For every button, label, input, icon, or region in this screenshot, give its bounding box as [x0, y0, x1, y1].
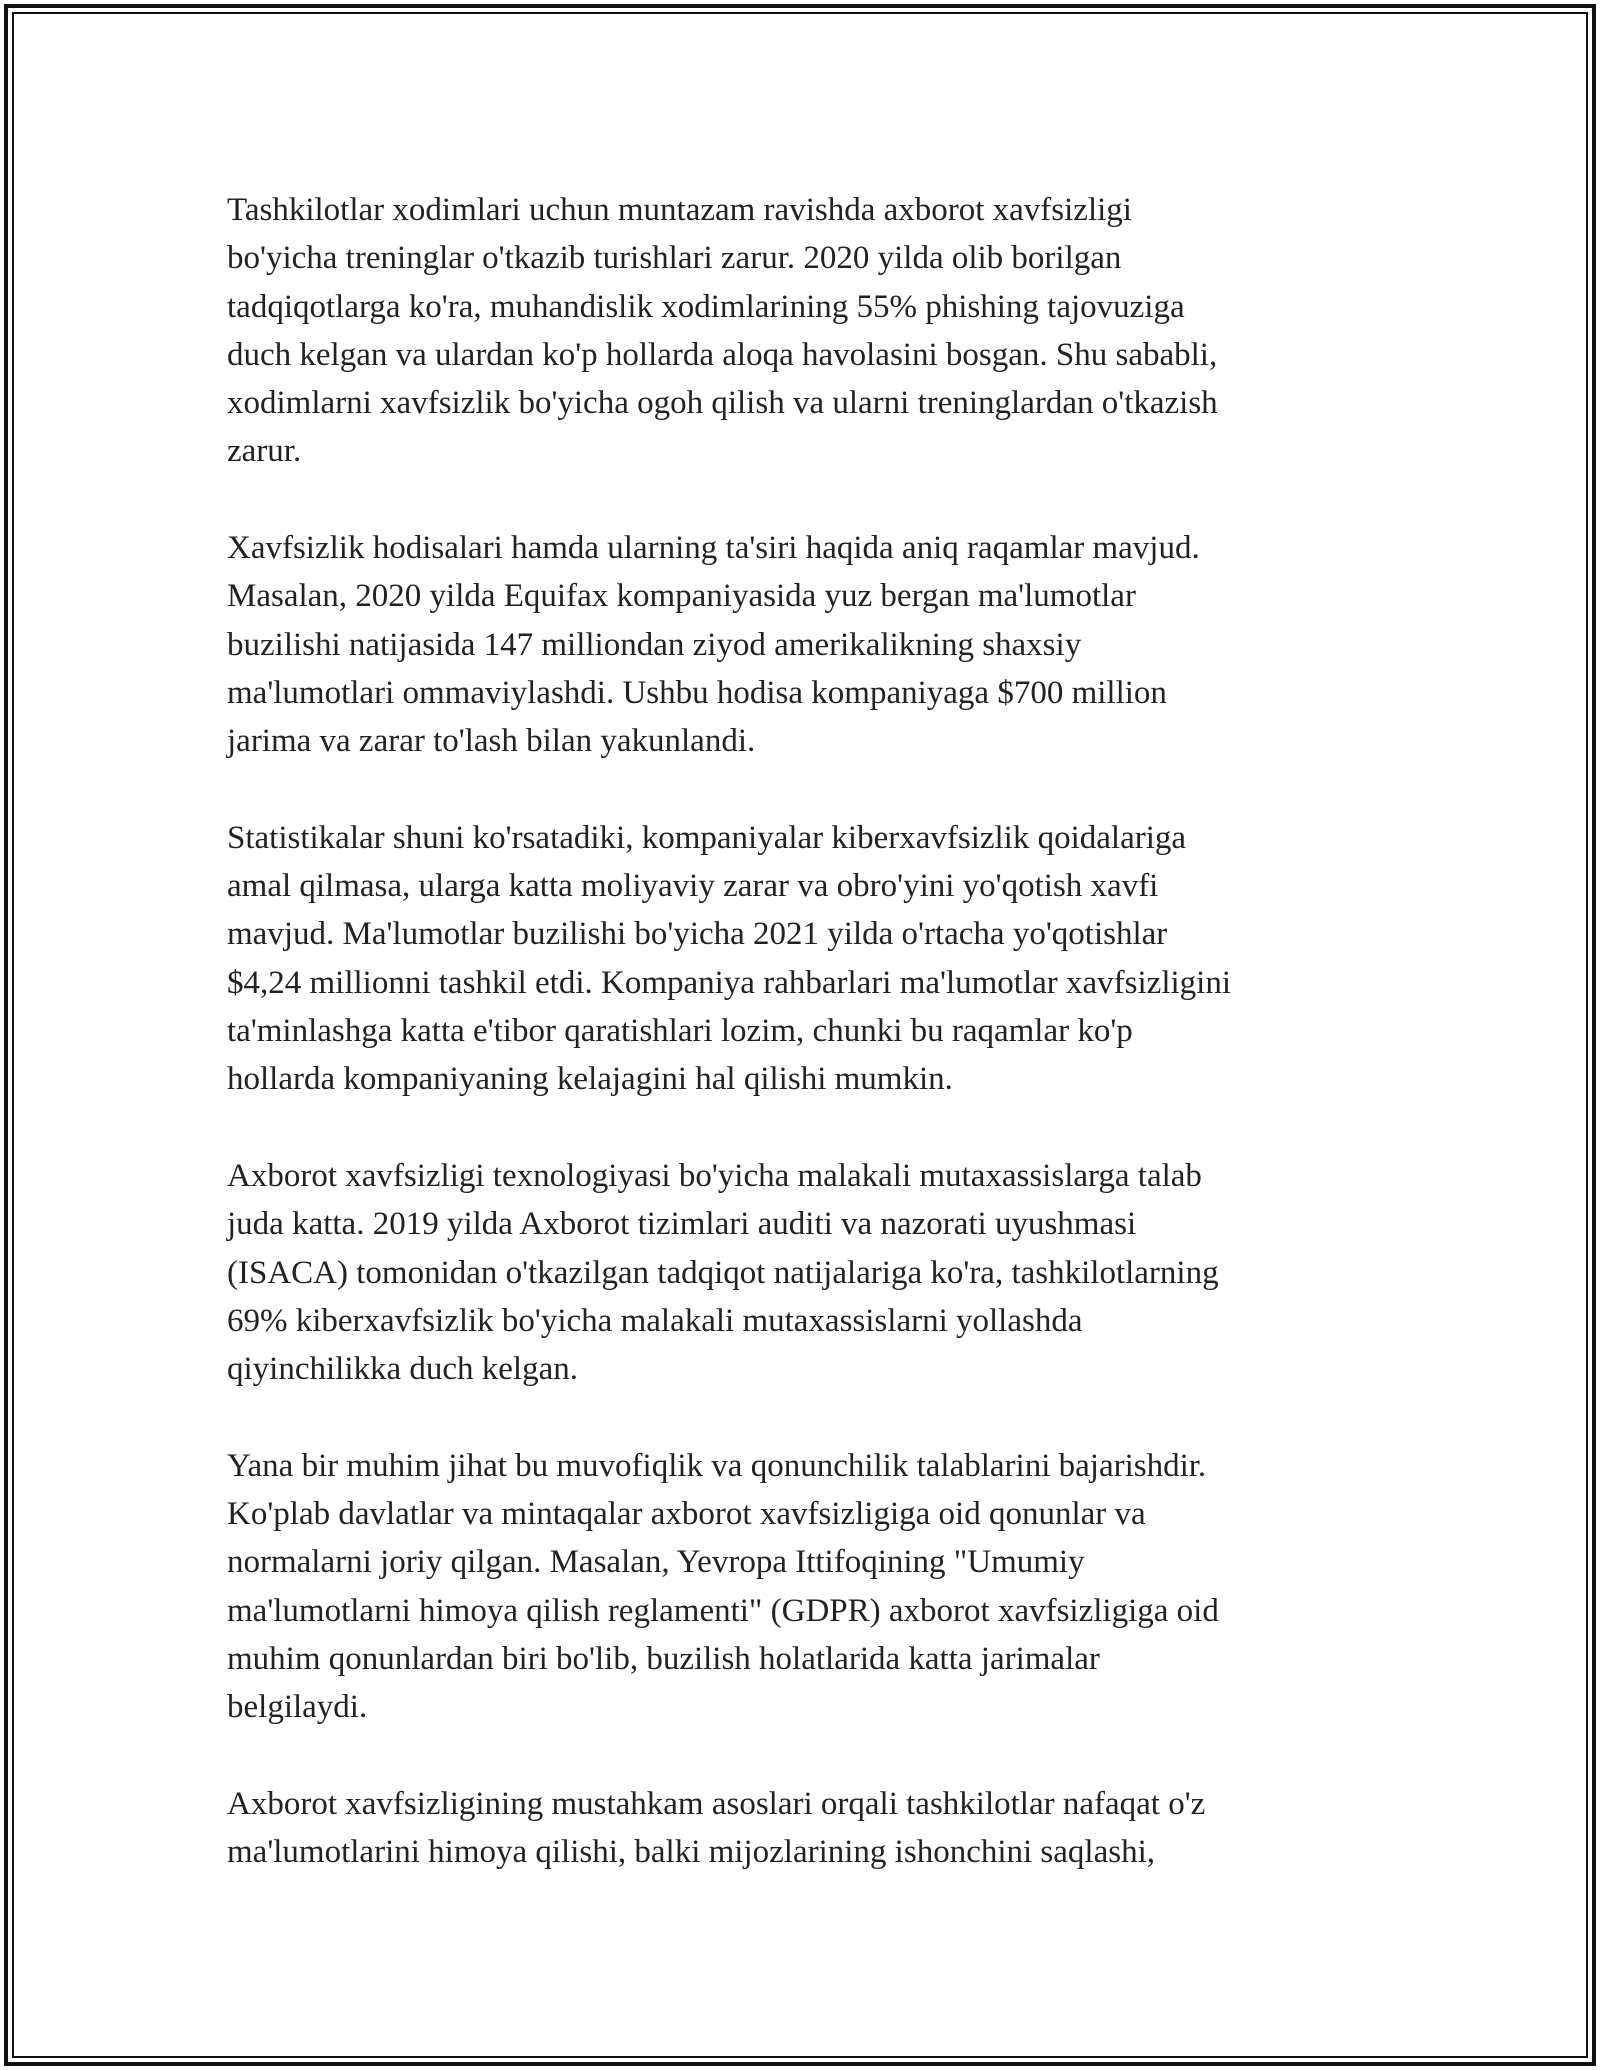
paragraph-foundations: Axborot xavfsizligining mustahkam asoslari orqali tashkilotlar nafaqat o'z ma'lumotlarini himoya qilishi, balki mijozlarining ishonchini saqlashi,: [227, 1785, 1206, 1871]
document-body: [227, 186, 1367, 1925]
paragraph-training: Tashkilotlar xodimlari uchun muntazam ravishda axborot xavfsizligi bo'yicha treninglar o'tkazib turishlari zarur. 2020 yilda olib borilgan tadqiqotlarga ko'ra, muhandislik xodimlarining 55% phishing tajovuziga duch kelgan va ulardan ko'p hollarda aloqa havolasini bosgan. Shu sababli, xodimlarni xavfsizlik bo'yicha ogoh qilish va ularni treninglardan o'tkazish zarur.: [227, 192, 1218, 470]
paragraph-incidents: Xavfsizlik hodisalari hamda ularning ta'siri haqida aniq raqamlar mavjud. Masalan, 2020 yilda Equifax kompaniyasida yuz bergan ma'lumotlar buzilishi natijasida 147 milliondan ziyod amerikalikning shaxsiy ma'lumotlari ommaviylashdi. Ushbu hodisa kompaniyaga $700 million jarima va zarar to'lash bilan yakunlandi.: [227, 530, 1200, 760]
paragraph-compliance: Yana bir muhim jihat bu muvofiqlik va qonunchilik talablarini bajarishdir. Ko'plab davlatlar va mintaqalar axborot xavfsizligiga oid qonunlar va normalarni joriy qilgan. Masalan, Yevropa Ittifoqining "Umumiy ma'lumotlarni himoya qilish reglamenti" (GDPR) axborot xavfsizligiga oid muhim qonunlardan biri bo'lib, buzilish holatlarida katta jarimalar belgilaydi.: [227, 1447, 1219, 1726]
paragraph-statistics: Statistikalar shuni ko'rsatadiki, kompaniyalar kiberxavfsizlik qoidalariga amal qilmasa, ularga katta moliyaviy zarar va obro'yini yo'qotish xavfi mavjud. Ma'lumotlar buzilishi bo'yicha 2021 yilda o'rtacha yo'qotishlar $4,24 millionni tashkil etdi. Kompaniya rahbarlari ma'lumotlar xavfsizligini ta'minlashga katta e'tibor qaratishlari lozim, chunki bu raqamlar ko'p hollarda kompaniyaning kelajagini hal qilishi mumkin.: [227, 819, 1231, 1098]
paragraph-specialists: Axborot xavfsizligi texnologiyasi bo'yicha malakali mutaxassislarga talab juda katta. 2019 yilda Axborot tizimlari auditi va nazorati uyushmasi (ISACA) tomonidan o'tkazilgan tadqiqot natijalariga ko'ra, tashkilotlarning 69% kiberxavfsizlik bo'yicha malakali mutaxassislarni yollashda qiyinchilikka duch kelgan.: [227, 1157, 1219, 1388]
